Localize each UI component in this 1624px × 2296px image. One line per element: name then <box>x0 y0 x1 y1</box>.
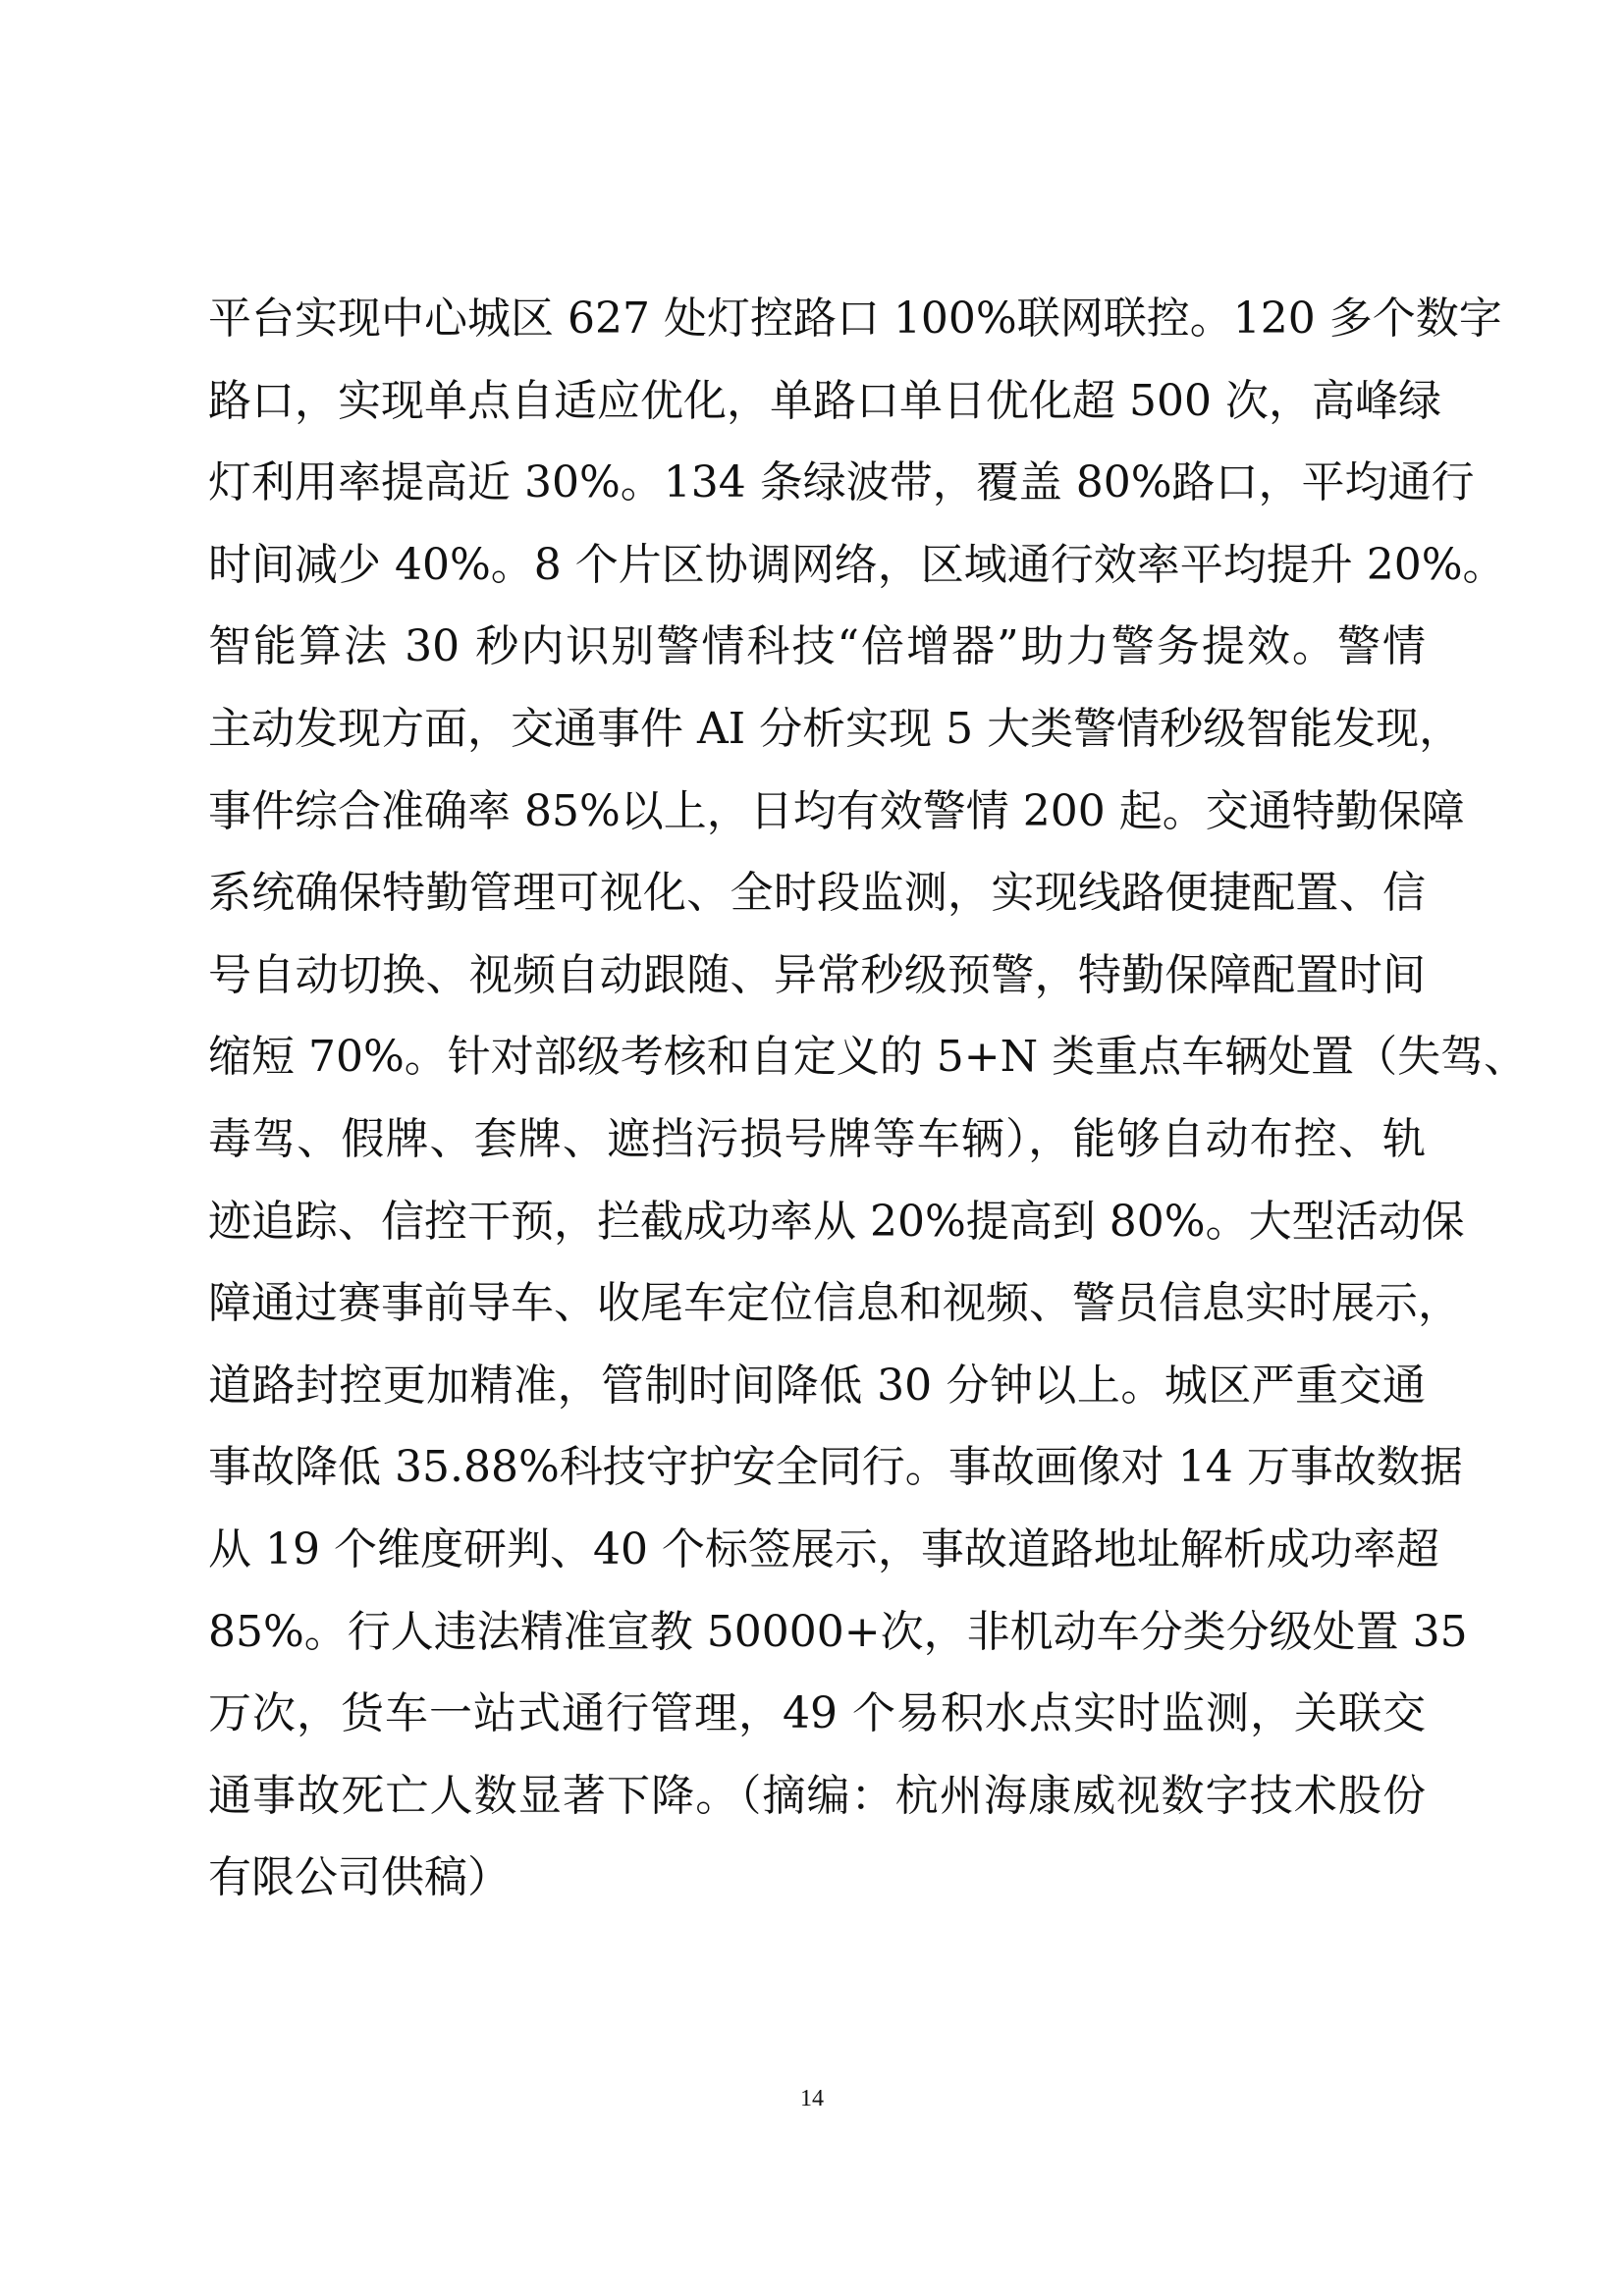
text-line: 毒驾、假牌、套牌、遮挡污损号牌等车辆），能够自动布控、轨 <box>208 1113 1426 1164</box>
text-line: 有限公司供稿） <box>208 1852 511 1903</box>
text-line: 通事故死亡人数显著下降。（摘编：杭州海康威视数字技术股份 <box>208 1770 1426 1821</box>
text-line: 系统确保特勤管理可视化、全时段监测，实现线路便捷配置、信 <box>208 868 1426 919</box>
text-line: 缩短 70%。针对部级考核和自定义的 5+N 类重点车辆处置（失驾、 <box>208 1032 1528 1083</box>
text-line: 85%。行人违法精准宣教 50000+次，非机动车分类分级处置 35 <box>208 1606 1468 1657</box>
text-line: 灯利用率提高近 30%。134 条绿波带，覆盖 80%路口，平均通行 <box>208 457 1475 508</box>
text-line: 万次，货车一站式通行管理，49 个易积水点实时监测，关联交 <box>208 1688 1426 1739</box>
text-line: 号自动切换、视频自动跟随、异常秒级预警，特勤保障配置时间 <box>208 949 1426 1000</box>
text-line: 平台实现中心城区 627 处灯控路口 100%联网联控。120 多个数字 <box>208 294 1502 344</box>
text-line: 时间减少 40%。8 个片区协调网络，区域通行效率平均提升 20%。 <box>208 539 1506 590</box>
text-line: 事件综合准确率 85%以上，日均有效警情 200 起。交通特勤保障 <box>208 785 1465 836</box>
text-line: 障通过赛事前导车、收尾车定位信息和视频、警员信息实时展示， <box>208 1278 1461 1329</box>
text-line: 主动发现方面，交通事件 AI 分析实现 5 大类警情秒级智能发现， <box>208 703 1463 754</box>
text-line: 路口，实现单点自适应优化，单路口单日优化超 500 次，高峰绿 <box>208 375 1441 426</box>
page-number: 14 <box>800 2086 824 2111</box>
body-paragraph <box>208 278 1528 1919</box>
text-line: 从 19 个维度研判、40 个标签展示，事故道路地址解析成功率超 <box>208 1523 1439 1575</box>
text-line: 迹追踪、信控干预，拦截成功率从 20%提高到 80%。大型活动保 <box>208 1196 1465 1247</box>
text-line: 事故降低 35.88%科技守护安全同行。事故画像对 14 万事故数据 <box>208 1442 1463 1493</box>
text-line: 智能算法 30 秒内识别警情科技“倍增器”助力警务提效。警情 <box>208 621 1426 672</box>
text-line: 道路封控更加精准，管制时间降低 30 分钟以上。城区严重交通 <box>208 1360 1426 1411</box>
